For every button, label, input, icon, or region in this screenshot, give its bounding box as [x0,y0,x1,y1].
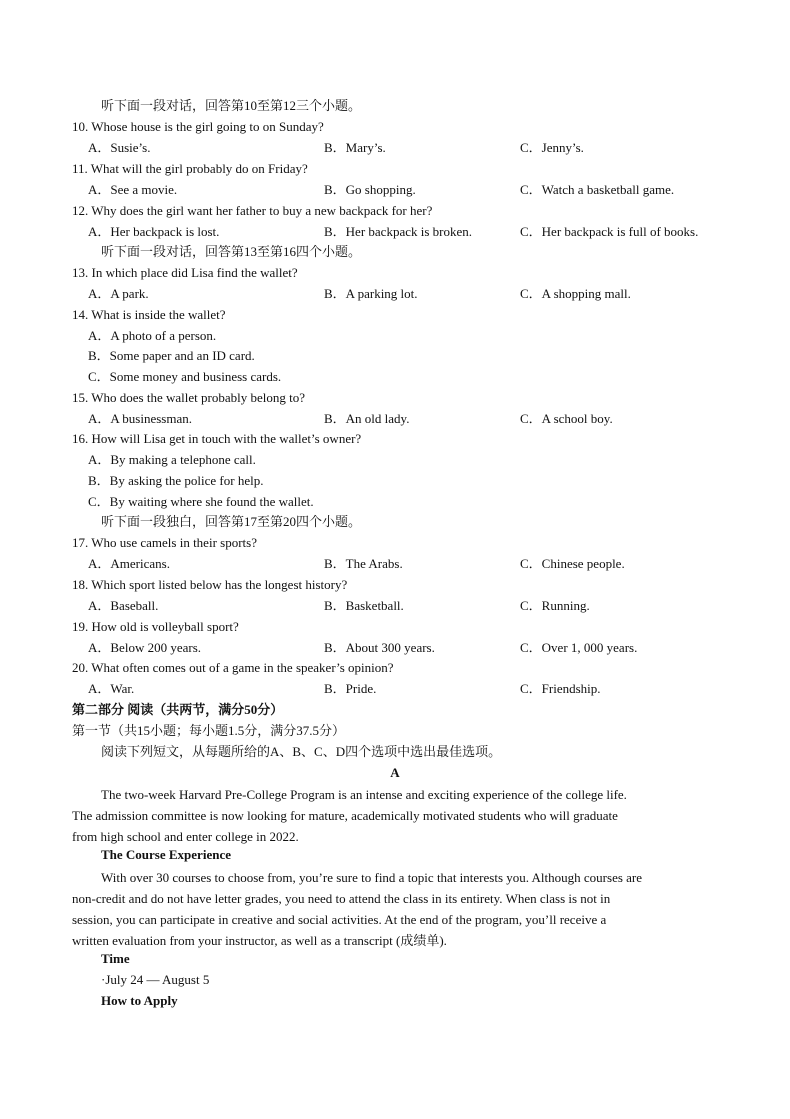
question-11: 11. What will the girl probably do on Friday? [72,161,308,176]
option-10a: A．Susie’s. [88,140,151,155]
option-20c: C．Friendship. [520,681,601,696]
option-11b: B．Go shopping. [324,182,416,197]
paragraph-line: session, you can participate in creative and social activities. At the end of the program, you’ll receive a [72,912,607,927]
option-15a: A．A businessman. [88,411,193,426]
option-16b: B．By asking the police for help. [88,473,264,488]
paragraph-line: With over 30 courses to choose from, you’re sure to find a topic that interests you. Although courses are [101,870,643,885]
option-13a: A．A park. [88,286,149,301]
option-14a: A．A photo of a person. [88,328,217,343]
option-19b: B．About 300 years. [324,640,435,655]
paragraph-intro [72,784,722,847]
option-13c: C．A shopping mall. [520,286,631,301]
option-17b: B．The Arabs. [324,556,403,571]
option-10c: C．Jenny’s. [520,140,584,155]
instruction-q10-12: 听下面一段对话，回答第10至第12三个小题。 [101,98,362,113]
option-12c: C．Her backpack is full of books. [520,224,699,239]
instruction-q13-16: 听下面一段对话，回答第13至第16四个小题。 [101,244,362,259]
paragraph-course [72,867,722,951]
question-16: 16. How will Lisa get in touch with the wallet’s owner? [72,431,362,446]
option-12a: A．Her backpack is lost. [88,224,220,239]
option-11a: A．See a movie. [88,182,178,197]
question-14: 14. What is inside the wallet? [72,307,226,322]
question-13: 13. In which place did Lisa find the wallet? [72,265,298,280]
passage-letter: A [390,765,400,780]
option-17c: C．Chinese people. [520,556,625,571]
question-17: 17. Who use camels in their sports? [72,535,257,550]
paragraph-line: The two-week Harvard Pre-College Program is an intense and exciting experience of the college life. [101,787,627,802]
question-20: 20. What often comes out of a game in the speaker’s opinion? [72,660,394,675]
option-13b: B．A parking lot. [324,286,418,301]
question-10: 10. Whose house is the girl going to on Sunday? [72,119,324,134]
option-11c: C．Watch a basketball game. [520,182,675,197]
question-19: 19. How old is volleyball sport? [72,619,239,634]
option-14c: C．Some money and business cards. [88,369,282,384]
section1-instruction: 阅读下列短文，从每题所给的A、B、C、D四个选项中选出最佳选项。 [101,744,502,759]
heading-how-to-apply: How to Apply [101,993,178,1008]
question-15: 15. Who does the wallet probably belong to? [72,390,305,405]
paragraph-line: non-credit and do not have letter grades, you need to attend the class in its entirety. When class is not in [72,891,611,906]
option-18a: A．Baseball. [88,598,159,613]
paragraph-line: written evaluation from your instructor, as well as a transcript (成绩单). [72,933,447,948]
question-18: 18. Which sport listed below has the longest history? [72,577,348,592]
option-20a: A．War. [88,681,135,696]
paragraph-line: from high school and enter college in 2022. [72,829,299,844]
option-18c: C．Running. [520,598,590,613]
option-15b: B．An old lady. [324,411,410,426]
option-16c: C．By waiting where she found the wallet. [88,494,314,509]
question-12: 12. Why does the girl want her father to buy a new backpack for her? [72,203,433,218]
option-20b: B．Pride. [324,681,377,696]
section1-title: 第一节（共15小题；每小题1.5分，满分37.5分） [72,723,346,738]
option-18b: B．Basketball. [324,598,404,613]
heading-time: Time [101,951,130,966]
option-19c: C．Over 1, 000 years. [520,640,638,655]
option-16a: A．By making a telephone call. [88,452,256,467]
option-19a: A．Below 200 years. [88,640,202,655]
paragraph-line: The admission committee is now looking for mature, academically motivated students who will graduate [72,808,618,823]
option-17a: A．Americans. [88,556,170,571]
option-10b: B．Mary’s. [324,140,386,155]
option-12b: B．Her backpack is broken. [324,224,473,239]
heading-course-experience: The Course Experience [101,847,231,862]
instruction-q17-20: 听下面一段独白，回答第17至第20四个小题。 [101,514,362,529]
option-14b: B．Some paper and an ID card. [88,348,255,363]
option-15c: C．A school boy. [520,411,613,426]
part2-title: 第二部分 阅读（共两节，满分50分） [72,702,284,717]
time-item: ·July 24 — August 5 [101,972,210,987]
